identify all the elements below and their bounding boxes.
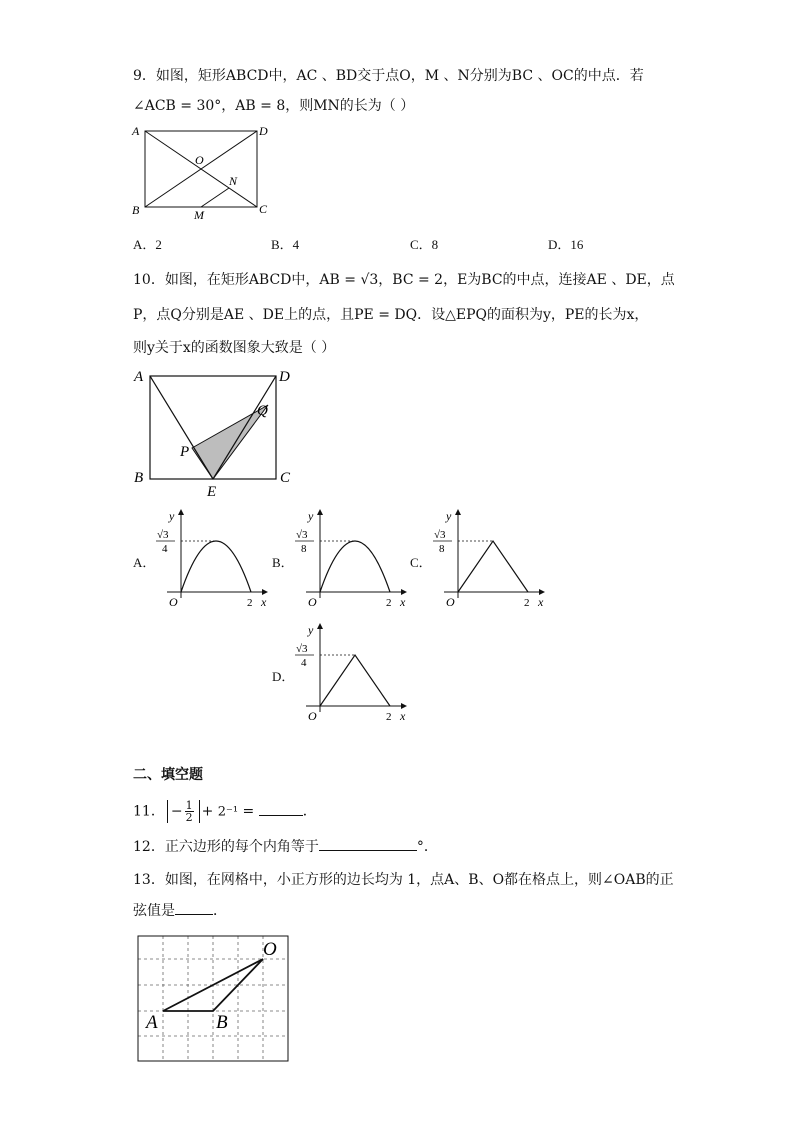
q10-graph-b-y-arrow (317, 509, 323, 515)
q10-graph-c-y-label: y (446, 509, 452, 523)
q9-label-c: C (259, 202, 268, 216)
q9-line-1: 9．如图，矩形ABCD中，AC 、BD交于点O，M 、N分别为BC 、OC的中点．若 (133, 68, 644, 84)
q10-graph-c-ymax-numerator: √3 (434, 529, 446, 541)
q10-label-e: E (207, 484, 217, 500)
q11-fraction-denominator: 2 (185, 811, 193, 824)
q11-answer-blank[interactable] (259, 801, 303, 816)
q9-label-a: A (132, 124, 140, 138)
q10-graph-a-ymax-denominator: 4 (162, 543, 168, 555)
q12-end: °． (416, 839, 438, 855)
q11-end: ． (302, 803, 317, 820)
q10-option-c-letter: C． (410, 555, 432, 570)
q10-graph-c-curve (458, 541, 528, 592)
q11-line: 11． − $\frac{1}{2}$ + 2⁻¹ = ． (133, 799, 317, 824)
q10-graph-c-ymax-denominator: 8 (439, 543, 445, 555)
q10-line-1: 10．如图，在矩形ABCD中，AB = √3，BC = 2，E为BC的中点，连接AE 、DE，点 (133, 272, 675, 288)
section-heading: 二、填空题 (133, 767, 203, 783)
q10-graph-a-x-end-label: 2 (247, 597, 253, 609)
q10-graph-c-x-label: x (538, 595, 544, 609)
q11-prefix: 11． (133, 803, 165, 820)
q10-graph-c-x-end-label: 2 (524, 597, 530, 609)
q9-option-a: A．2 (133, 237, 162, 252)
q11-absolute-value: − $\frac{1}{2}$ (167, 800, 200, 823)
q10-graph-d-y-arrow (317, 623, 323, 629)
q10-graph-b-y-label: y (308, 509, 314, 523)
q12-text: 12．正六边形的每个内角等于 (133, 839, 319, 855)
q9-line-2: ∠ACB = 30°，AB = 8，则MN的长为（ ） (133, 98, 415, 114)
q9-option-b: B．4 (271, 237, 300, 252)
q10-graph-b-x-label: x (400, 595, 406, 609)
q12-answer-blank[interactable] (319, 836, 417, 851)
q10-graph-d-x-label: x (400, 709, 406, 723)
q10-graph-a-x-label: x (261, 595, 267, 609)
q10-graph-d-ymax-denominator: 4 (301, 657, 307, 669)
q10-label-c: C (280, 470, 291, 486)
q10-graph-b-ymax-denominator: 8 (301, 543, 307, 555)
q10-label-q: Q (257, 403, 268, 419)
q10-option-b-letter: B． (272, 555, 294, 570)
q10-option-d-letter: D． (272, 669, 295, 684)
q10-graph-c-y-arrow (455, 509, 461, 515)
q9-rectangle-figure (128, 122, 278, 222)
q10-line-3: 则y关于x的函数图象大致是（ ） (133, 340, 336, 356)
q10-graph-d-y-label: y (308, 623, 314, 637)
q9-label-n: N (229, 174, 238, 188)
q13-label-o: O (263, 939, 277, 960)
q10-graph-b-curve (320, 541, 390, 592)
q10-graph-c (428, 506, 546, 612)
q10-graph-a-y-label: y (169, 509, 175, 523)
q10-graph-b-x-end-label: 2 (386, 597, 392, 609)
q9-option-d: D．16 (548, 237, 584, 252)
q13-end: ． (213, 903, 227, 919)
q10-graph-d-x-end-label: 2 (386, 711, 392, 723)
q10-rectangle-figure (128, 364, 303, 500)
q11-fraction (185, 800, 194, 823)
q10-label-b: B (134, 470, 144, 486)
q10-graph-a (151, 506, 269, 612)
q13-grid-figure (130, 928, 295, 1068)
q13-line-2 (133, 900, 227, 921)
q13-label-a: A (146, 1012, 158, 1033)
q10-graph-d (290, 620, 408, 726)
q10-graph-c-origin-label: O (446, 595, 455, 609)
q9-label-d: D (259, 124, 268, 138)
q10-graph-a-origin-label: O (169, 595, 178, 609)
q11-equals: = (238, 803, 259, 820)
q10-graph-a-ymax-numerator: √3 (157, 529, 169, 541)
q13-label-b: B (216, 1012, 228, 1033)
q9-label-b: B (132, 203, 140, 217)
q10-graph-a-y-arrow (178, 509, 184, 515)
q10-graph-d-origin-label: O (308, 709, 317, 723)
q12-line (133, 836, 438, 857)
q10-graph-b-origin-label: O (308, 595, 317, 609)
q13-answer-blank[interactable] (175, 900, 213, 915)
q10-label-p: P (180, 444, 190, 460)
q10-line-2: P，点Q分别是AE 、DE上的点，且PE = DQ．设△EPQ的面积为y，PE的长为x， (133, 307, 649, 323)
q10-graph-b-ymax-numerator: √3 (296, 529, 308, 541)
q9-label-m: M (194, 208, 204, 222)
q10-graph-b (290, 506, 408, 612)
q10-graph-a-curve (181, 541, 251, 592)
q9-label-o: O (195, 153, 204, 167)
q10-option-a-letter: A． (133, 555, 156, 570)
q10-graph-d-ymax-numerator: √3 (296, 643, 308, 655)
q11-power: 2⁻¹ (217, 804, 239, 820)
q11-fraction-numerator: 1 (185, 799, 193, 812)
q9-option-c: C．8 (410, 237, 439, 252)
q10-label-d: D (279, 369, 290, 385)
q10-graph-d-curve (320, 655, 390, 706)
q13-line-1: 13．如图，在网格中，小正方形的边长均为 1，点A、B、O都在格点上，则∠OAB的正 (133, 872, 674, 888)
q13-text: 弦值是 (133, 903, 175, 919)
q10-label-a: A (134, 369, 144, 385)
